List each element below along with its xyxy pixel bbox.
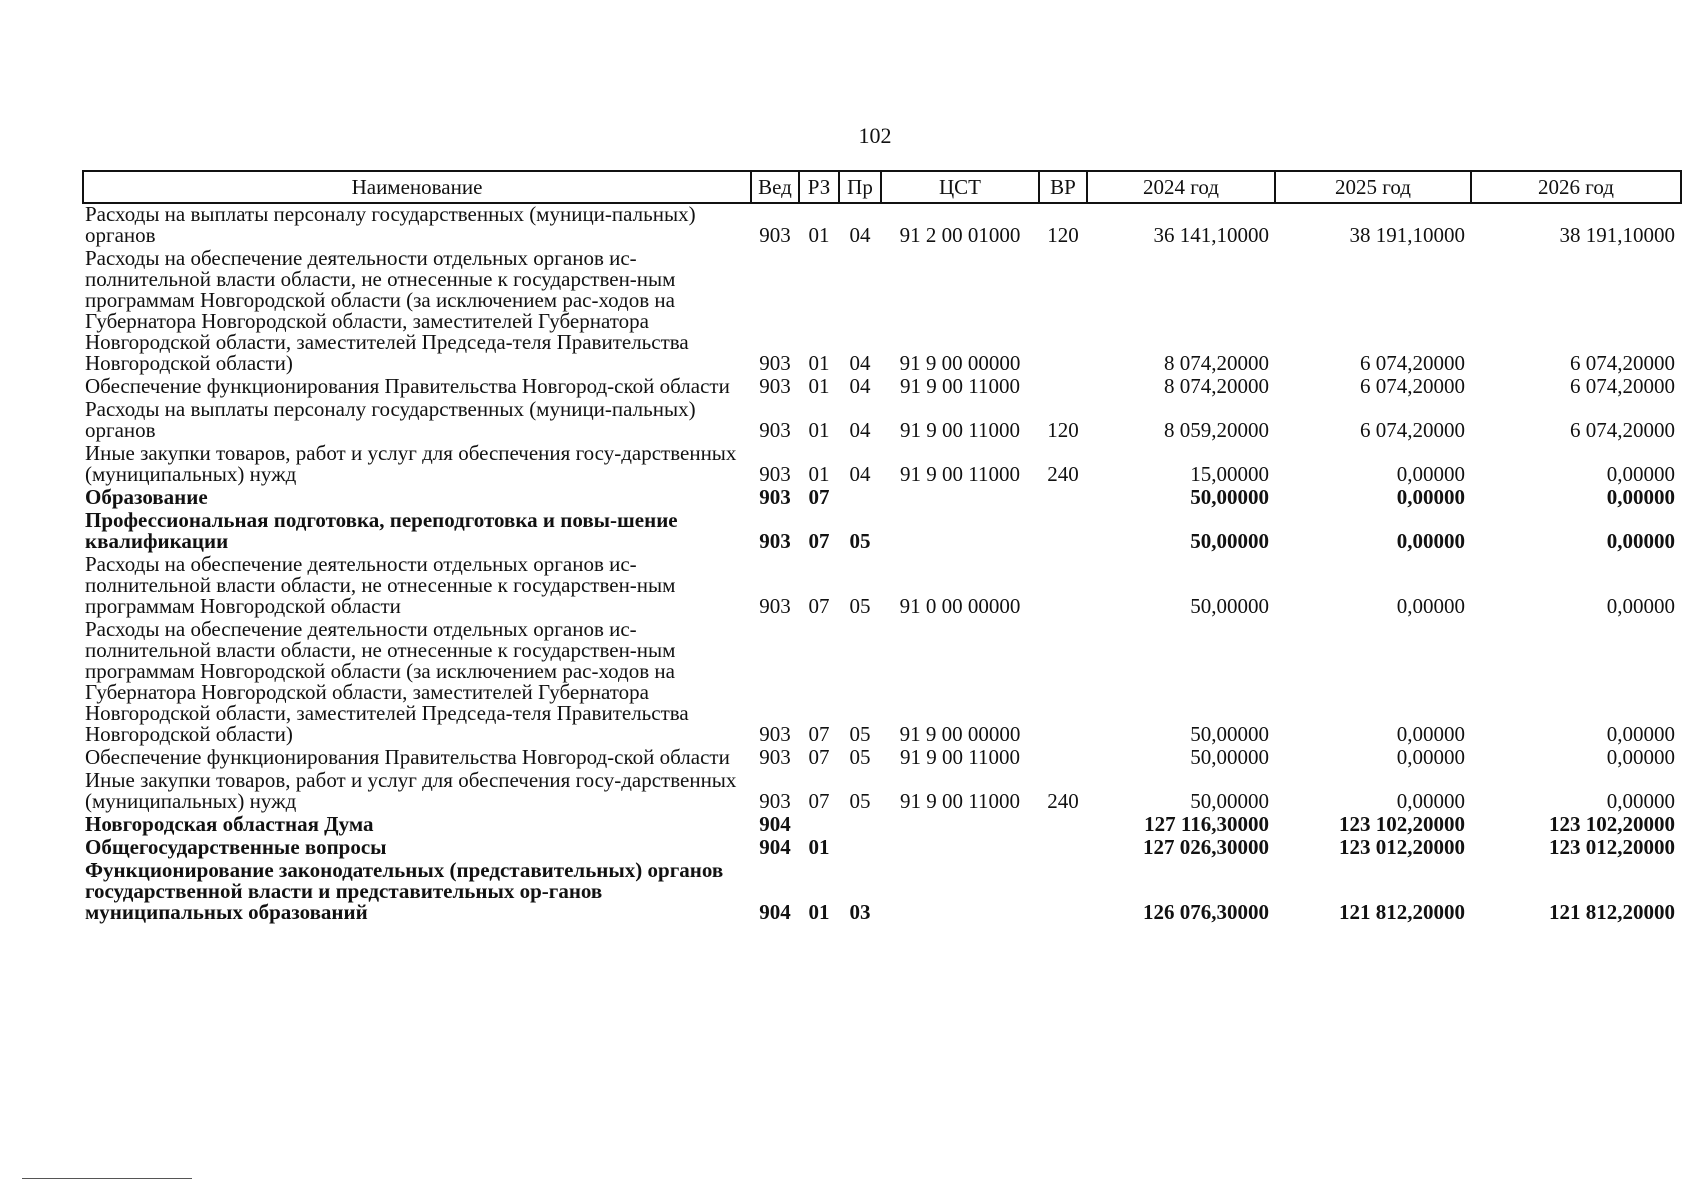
table-row [83, 376, 1681, 399]
amount-2024-cell: 8 074,20000 [1164, 351, 1269, 375]
amount-2024-cell: 50,00000 [1190, 529, 1269, 553]
name-cell: Иные закупки товаров, работ и услуг для обеспечения госу-дарственных (муниципальных) нужд [85, 441, 737, 486]
vr-cell [1039, 248, 1087, 376]
vr-cell: 240 [1047, 789, 1079, 813]
col-header-2025: 2025 год [1275, 171, 1471, 203]
vr-cell [1039, 619, 1087, 747]
name-cell: Иные закупки товаров, работ и услуг для обеспечения госу-дарственных (муниципальных) нужд [85, 768, 737, 813]
pr-cell: 05 [849, 594, 871, 618]
amount-2026-cell: 123 102,20000 [1549, 812, 1675, 836]
rz-cell: 07 [808, 485, 830, 509]
amount-2026-cell: 0,00000 [1606, 485, 1675, 509]
amount-2026-cell: 121 812,20000 [1549, 900, 1675, 924]
amount-2024-cell: 127 026,30000 [1143, 835, 1269, 859]
name-cell: Функционирование законодательных (представительных) органов государственной власти и представительных ор-ганов муниципальных образований [85, 858, 724, 924]
rz-cell: 01 [808, 374, 830, 398]
name-cell: Новгородская областная Дума [85, 812, 374, 836]
col-header-cst: ЦСТ [881, 171, 1039, 203]
vr-cell: 120 [1047, 223, 1079, 247]
pr-cell: 04 [849, 223, 871, 247]
col-header-2026: 2026 год [1471, 171, 1681, 203]
ved-cell: 903 [759, 418, 791, 442]
rz-cell: 07 [808, 745, 830, 769]
cst-cell: 91 9 00 11000 [900, 745, 1020, 769]
amount-2025-cell: 0,00000 [1396, 722, 1465, 746]
amount-2025-cell: 38 191,10000 [1349, 223, 1465, 247]
table-row [83, 248, 1681, 376]
table-row [83, 554, 1681, 619]
pr-cell: 05 [849, 745, 871, 769]
amount-2025-cell: 0,00000 [1396, 529, 1465, 553]
cst-cell: 91 0 00 00000 [899, 594, 1021, 618]
amount-2024-cell: 50,00000 [1190, 745, 1269, 769]
cst-cell [881, 860, 1039, 925]
pr-cell: 05 [849, 722, 871, 746]
table-row [83, 814, 1681, 837]
name-cell: Расходы на обеспечение деятельности отдельных органов ис-полнительной власти области, не отнесенные к государствен-ным программам Новгородской области [85, 552, 676, 618]
table-row [83, 747, 1681, 770]
table-row [83, 399, 1681, 443]
amount-2025-cell: 6 074,20000 [1360, 418, 1465, 442]
name-cell: Расходы на выплаты персоналу государственных (муници-пальных) органов [85, 202, 696, 247]
vr-cell [1039, 747, 1087, 770]
pr-cell [839, 837, 881, 860]
amount-2026-cell: 6 074,20000 [1570, 374, 1675, 398]
amount-2024-cell: 36 141,10000 [1153, 223, 1269, 247]
rz-cell: 07 [808, 722, 830, 746]
cst-cell [881, 837, 1039, 860]
rz-cell: 01 [808, 418, 830, 442]
vr-cell [1039, 554, 1087, 619]
rz-cell: 01 [808, 900, 830, 924]
ved-cell: 903 [759, 485, 791, 509]
pr-cell: 05 [849, 529, 871, 553]
pr-cell: 05 [849, 789, 871, 813]
amount-2026-cell: 0,00000 [1606, 789, 1675, 813]
table-row [83, 770, 1681, 814]
rz-cell: 01 [808, 462, 830, 486]
cst-cell: 91 9 00 11000 [900, 462, 1020, 486]
name-cell: Обеспечение функционирования Правительства Новгород-ской области [85, 745, 730, 769]
ved-cell: 903 [759, 351, 791, 375]
amount-2025-cell: 6 074,20000 [1360, 374, 1465, 398]
rz-cell: 07 [808, 789, 830, 813]
ved-cell: 904 [759, 900, 791, 924]
rz-cell: 07 [808, 594, 830, 618]
ved-cell: 903 [759, 462, 791, 486]
col-header-rz: РЗ [799, 171, 839, 203]
amount-2025-cell: 6 074,20000 [1360, 351, 1465, 375]
amount-2026-cell: 0,00000 [1606, 529, 1675, 553]
ved-cell: 903 [759, 789, 791, 813]
table-row [83, 837, 1681, 860]
amount-2025-cell: 0,00000 [1396, 745, 1465, 769]
table-row [83, 860, 1681, 925]
amount-2024-cell: 126 076,30000 [1143, 900, 1269, 924]
amount-2024-cell: 15,00000 [1190, 462, 1269, 486]
amount-2025-cell: 123 102,20000 [1339, 812, 1465, 836]
ved-cell: 903 [759, 374, 791, 398]
amount-2026-cell: 0,00000 [1606, 722, 1675, 746]
ved-cell: 903 [759, 223, 791, 247]
ved-cell: 903 [759, 529, 791, 553]
amount-2024-cell: 50,00000 [1190, 722, 1269, 746]
amount-2026-cell: 6 074,20000 [1570, 351, 1675, 375]
amount-2025-cell: 123 012,20000 [1339, 835, 1465, 859]
vr-cell: 240 [1047, 462, 1079, 486]
name-cell: Расходы на выплаты персоналу государственных (муници-пальных) органов [85, 397, 696, 442]
amount-2025-cell: 0,00000 [1396, 485, 1465, 509]
amount-2024-cell: 50,00000 [1190, 594, 1269, 618]
cst-cell [881, 814, 1039, 837]
vr-cell [1039, 376, 1087, 399]
table-body [83, 203, 1681, 925]
amount-2026-cell: 6 074,20000 [1570, 418, 1675, 442]
table-row [83, 510, 1681, 554]
col-header-name: Наименование [83, 171, 751, 203]
name-cell: Образование [85, 485, 208, 509]
name-cell: Расходы на обеспечение деятельности отдельных органов ис-полнительной власти области, не отнесенные к государствен-ным программам Новгородской области (за исключением рас-ходов на Губернатора Новгородской области, заместителей Губернатора Новгородской области, заместителей Председа-теля Правительства Новгородской области) [85, 617, 689, 746]
rz-cell: 07 [808, 529, 830, 553]
amount-2026-cell: 123 012,20000 [1549, 835, 1675, 859]
amount-2025-cell: 0,00000 [1396, 594, 1465, 618]
table-header-row [83, 171, 1681, 203]
rz-cell [799, 814, 839, 837]
pr-cell: 04 [849, 418, 871, 442]
col-header-ved: Вед [751, 171, 799, 203]
cst-cell: 91 9 00 11000 [900, 418, 1020, 442]
amount-2026-cell: 0,00000 [1606, 462, 1675, 486]
footer-divider [22, 1178, 192, 1179]
name-cell: Обеспечение функционирования Правительства Новгород-ской области [85, 374, 730, 398]
amount-2024-cell: 50,00000 [1190, 789, 1269, 813]
col-header-pr: Пр [839, 171, 881, 203]
cst-cell: 91 9 00 11000 [900, 789, 1020, 813]
ved-cell: 904 [759, 835, 791, 859]
table-row [83, 487, 1681, 510]
pr-cell: 04 [849, 462, 871, 486]
amount-2026-cell: 38 191,10000 [1559, 223, 1675, 247]
cst-cell: 91 9 00 00000 [899, 722, 1021, 746]
pr-cell: 03 [849, 900, 871, 924]
cst-cell: 91 9 00 11000 [900, 374, 1020, 398]
vr-cell [1039, 814, 1087, 837]
amount-2025-cell: 0,00000 [1396, 789, 1465, 813]
name-cell: Расходы на обеспечение деятельности отдельных органов ис-полнительной власти области, не отнесенные к государствен-ным программам Новгородской области (за исключением рас-ходов на Губернатора Новгородской области, заместителей Губернатора Новгородской области, заместителей Председа-теля Правительства Новгородской области) [85, 246, 689, 375]
ved-cell: 903 [759, 745, 791, 769]
name-cell: Профессиональная подготовка, переподготовка и повы-шение квалификации [85, 508, 678, 553]
col-header-vr: ВР [1039, 171, 1087, 203]
name-cell: Общегосударственные вопросы [85, 835, 387, 859]
pr-cell [839, 487, 881, 510]
table-row [83, 619, 1681, 747]
amount-2024-cell: 50,00000 [1190, 485, 1269, 509]
cst-cell: 91 2 00 01000 [899, 223, 1021, 247]
page-number: 102 [858, 123, 892, 148]
ved-cell: 903 [759, 722, 791, 746]
amount-2025-cell: 121 812,20000 [1339, 900, 1465, 924]
table-row [83, 443, 1681, 487]
vr-cell [1039, 510, 1087, 554]
col-header-2024: 2024 год [1087, 171, 1275, 203]
vr-cell [1039, 860, 1087, 925]
cst-cell: 91 9 00 00000 [899, 351, 1021, 375]
pr-cell [839, 814, 881, 837]
amount-2024-cell: 8 059,20000 [1164, 418, 1269, 442]
rz-cell: 01 [808, 223, 830, 247]
vr-cell [1039, 837, 1087, 860]
cst-cell [881, 487, 1039, 510]
vr-cell: 120 [1047, 418, 1079, 442]
amount-2026-cell: 0,00000 [1606, 745, 1675, 769]
pr-cell: 04 [849, 351, 871, 375]
amount-2025-cell: 0,00000 [1396, 462, 1465, 486]
pr-cell: 04 [849, 374, 871, 398]
table-row [83, 203, 1681, 248]
rz-cell: 01 [808, 351, 830, 375]
amount-2026-cell: 0,00000 [1606, 594, 1675, 618]
rz-cell: 01 [808, 835, 830, 859]
cst-cell [881, 510, 1039, 554]
amount-2024-cell: 127 116,30000 [1144, 812, 1269, 836]
vr-cell [1039, 487, 1087, 510]
ved-cell: 903 [759, 594, 791, 618]
budget-table [82, 170, 1682, 925]
ved-cell: 904 [759, 812, 791, 836]
amount-2024-cell: 8 074,20000 [1164, 374, 1269, 398]
